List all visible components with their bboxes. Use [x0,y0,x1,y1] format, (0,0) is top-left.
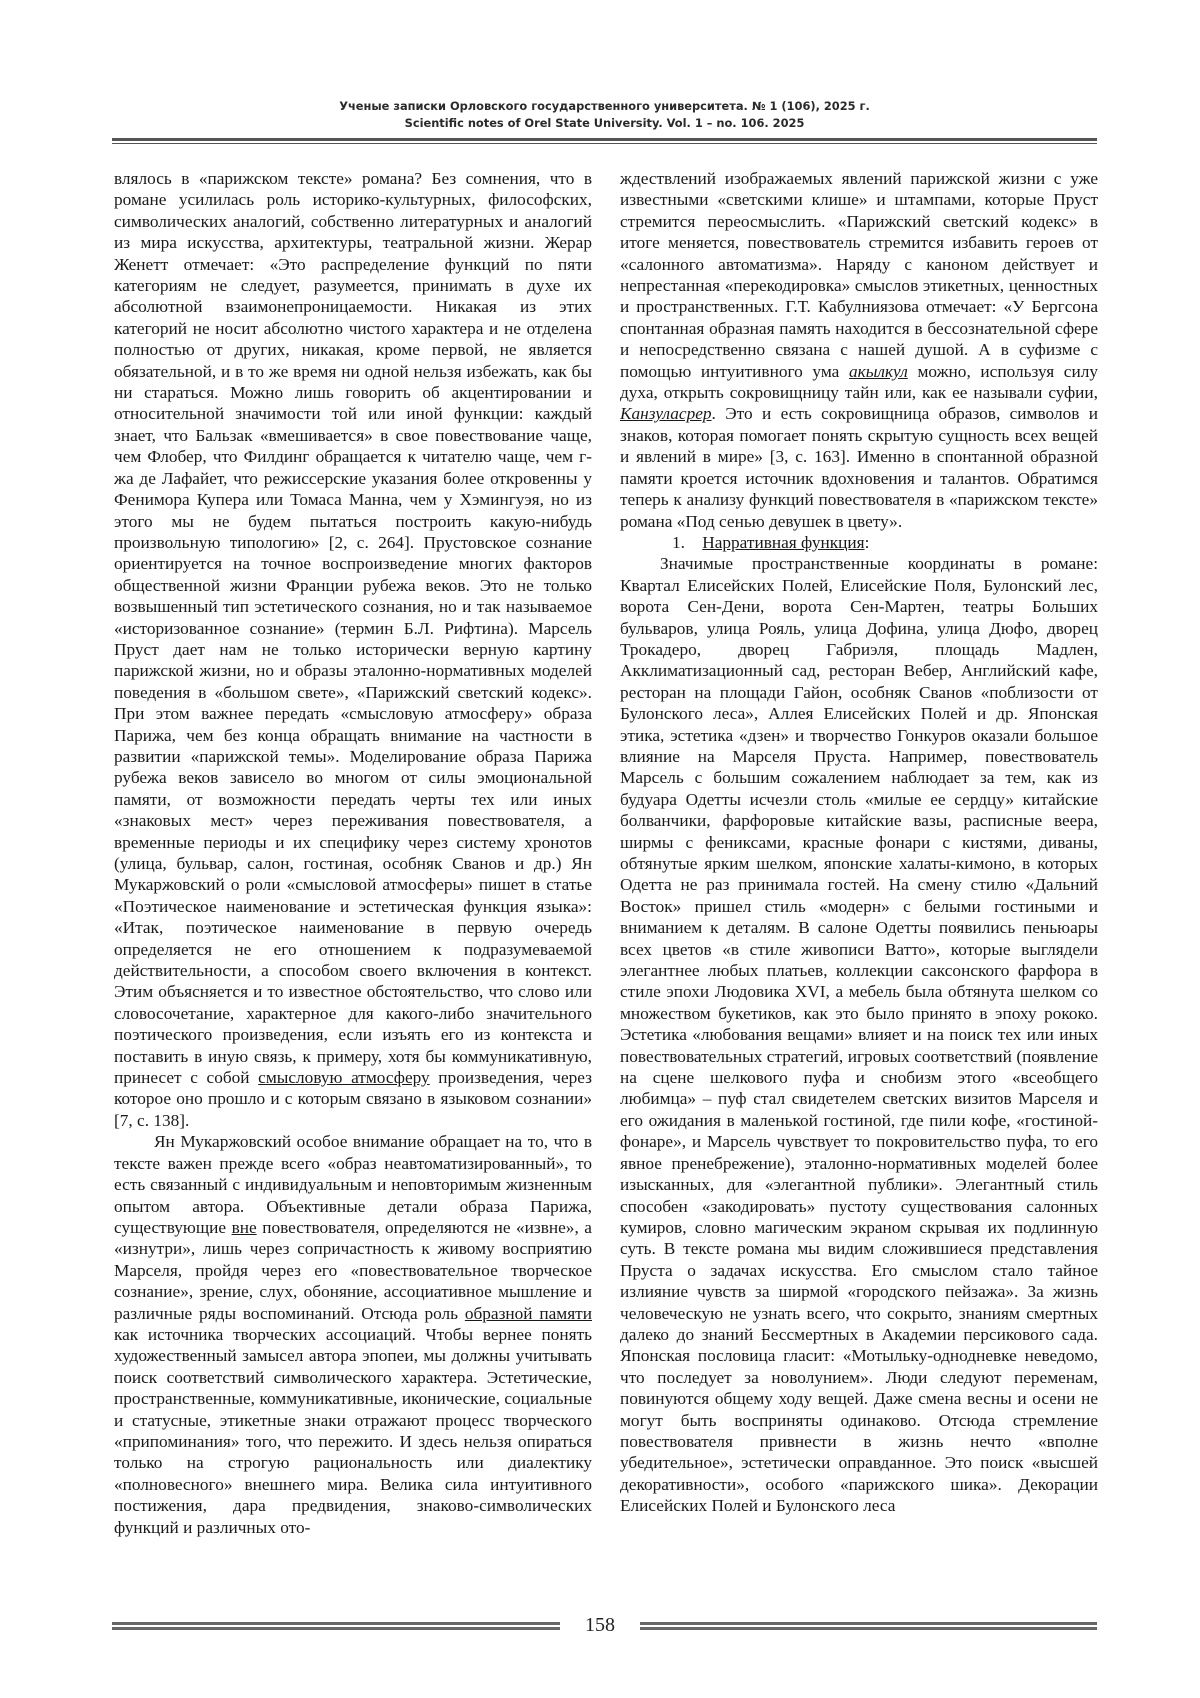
numbered-item-narrative-function: 1. Нарративная функция: [672,532,870,552]
right-paragraph-2: Значимые пространственные координаты в романе: Квартал Елисейских Полей, Елисейские Поля, Булонский лес, ворота Сен-Дени, ворота Сен-Мартен, театры Больших бульваров, улица Рояль, улица Дофина, улица Дюфо, дворец Трокадеро, дворец Габриэля, площадь Мадлен, Акклиматизационный сад, ресторан Вебер, Английский кафе, ресторан на площади Гайон, особняк Сванов «поблизости от Булонского леса», Аллея Елисейских Полей и др. Японская этика, эстетика «дзен» и творчество Гонкуров оказали большое влияние на Марселя Пруста. Например, повествователь Марсель с большим сожалением наблюдает за тем, как из будуара Одетты исчезли столь «милые ее сердцу» китайские болванчики, фарфоровые китайские вазы, расписные веера, ширмы с фениксами, красные фонари с кистями, диваны, обтянутые ярким шелком, японские халаты-кимоно, в которых Одетта не раз принимала гостей. На смену стилю «Дальний Восток» пришел стиль «модерн» с белыми гостиными и вниманием к деталям. В салоне Одетты появились пеньюары всех цветов «в стиле живописи Ватто», которые выглядели элегантнее любых платьев, коллекции саксонского фарфора в стиле эпохи Людовика XVI, а мебель была обтянута шелком со множеством букетиков, как это было принято в эпоху рококо. Эстетика «любования вещами» влияет и на поиск тех или иных повествовательных стратегий, игровых соответствий (появление на сцене шелкового пуфа и снобизм этого «всеобщего любимца» – пуф стал свидетелем светских визитов Марселя и его ожидания в маленькой гостиной, где пили кофе, «гостиной-фонаре», и Марсель чувствует то покровительство пуфа, то его явное пренебрежение), эталонно-нормативных моделей более изысканных, для «элегантной публики». Элегантный стиль способен «закодировать» пустоту существования салонных кумиров, словно магическим экраном скрывая их подлинную суть. В тексте романа мы видим сложившиеся представления Пруста о задачах искусства. Его смыслом стало тайное излияние чувств за ширмой «городского пейзажа». За жизнь человеческую не узнать всего, что сокрыто, знаниям смертных далеко до знаний Бессмертных в Академии персикового сада. Японская пословица гласит: «Мотыльку-однодневке неведомо, что последует за новолунием». Люди следуют переменам, повинуются общему ходу вещей. Даже смена весны и осени не могут быть восприняты одинаково. Отсюда стремление повествователя привнести в жизнь нечто «вполне убедительное», эстетически оправданное. Это поиск «высшей декоративности», особого «парижского шика». Декорации Елисейских Полей и Булонского леса [620,554,1098,1516]
left-paragraph-1: влялось в «парижском тексте» романа? Без сомнения, что в романе усилилась роль историко-культурных, философских, символических аналогий, собственно литературных и аналогий из мира искусства, архитектуры, театральной жизни. Жерар Женетт отмечает: «Это распределение функций по пяти категориям не следует, разумеется, принимать в духе их абсолютной взаимонепроницаемости. Никакая из этих категорий не носит абсолютно чистого характера и не отделена полностью от других, никакая, кроме первой, не является обязательной, и в то же время ни одной нельзя избежать, как бы ни стараться. Можно лишь говорить об акцентировании и относительной значимости той или иной функции: каждый знает, что Бальзак «вмешивается» в свое повествование чаще, чем Флобер, что Филдинг обращается к читателю чаще, чем г-жа де Лафайет, что режиссерские указания более откровенны у Фенимора Купера или Томаса Манна, чем у Хэмингуэя, но из этого мы не будем пытаться построить какую-нибудь произвольную типологию» [2, с. 264]. Прустовское сознание ориентируется на точное воспроизведение многих факторов общественной жизни Франции рубежа веков. Это не только возвышенный тип эстетического сознания, но и так называемое «историзованное сознание» (термин Б.Л. Рифтина). Марсель Пруст дает нам не только исторически верную картину парижской жизни, но и образы эталонно-нормативных моделей поведения в «большом свете», «Парижский светский кодекс». При этом важнее передать «смысловую атмосферу» образа Парижа, чем без конца обращать внимание на частности в развитии «парижской темы». Моделирование образа Парижа рубежа веков зависело во многом от силы эмоциональной памяти, от возможности передать черты тех или иных «знаковых мест» через переживания повествователя, а временные периоды и их специфику через систему хронотов (улица, бульвар, салон, гостиная, особняк Сванов и др.) Ян Мукаржовский о роли «смысловой атмосферы» пишет в статье «Поэтическое наименование и эстетическая функция языка»: «Итак, поэтическое наименование в первую очередь определяется не его отношением к подразумеваемой действительности, а способом своего включения в контекст. Этим объясняется и то известное обстоятельство, что слово или словосочетание, характерное для какого-либо значительного поэтического произведения, если изъять его из контекста и поставить в иную связь, к примеру, хотя бы коммуникативную, принесет с собой смысловую атмосферу произведения, через которое оно прошло и с которым связано в языковом сознании» [7, с. 138]. [114,169,592,1130]
left-paragraph-2: Ян Мукаржовский особое внимание обращает на то, что в тексте важен прежде всего «образ неавтоматизированный», то есть связанный с индивидуальным и неповторимым жизненным опытом автора. Объективные детали образа Парижа, существующие вне повествователя, определяются не «извне», а «изнутри», лишь через сопричастность к живому восприятию Марселя, пройдя через его «повествовательное творческое сознание», зрение, слух, обоняние, ассоциативное мышление и различные ряды воспоминаний. Отсюда роль образной памяти как источника творческих ассоциаций. Чтобы вернее понять художественный замысел автора эпопеи, мы должны учитывать поиск соответствий символического характера. Эстетические, пространственные, коммуникативные, иконические, социальные и статусные, этикетные знаки отражают процесс творческого «припоминания» того, что пережито. И здесь нельзя опираться только на строгую рациональность или диалектику «полновесного» внешнего мира. Велика сила интуитивного постижения, дара предвидения, знаково-символических функций и различных ото- [114,1132,592,1537]
header-line-en: Scientific notes of Orel State University. Vol. 1 – no. 106. 2025 [404,116,805,130]
footer-rule-left [112,1622,560,1632]
journal-header [112,98,1097,132]
right-paragraph-1: ждествлений изображаемых явлений парижской жизни с уже известными «светскими клише» и штампами, которые Пруст стремится переосмыслить. «Парижский светский кодекс» в итоге меняется, повествователь стремится избавить героев от «салонного автоматизма». Наряду с каноном действует и непрестанная «перекодировка» смыслов этикетных, ценностных и пространственных. Г.Т. Кабулниязова отмечает: «У Бергсона спонтанная образная память находится в бессознательной сфере и непосредственно связана с нашей душой. А в суфизме с помощью интуитивного ума акылкул можно, используя силу духа, открыть сокровищницу тайн или, как ее называли суфии, Канзуласрер. Это и есть сокровищница образов, символов и знаков, которая помогает понять скрытую сущность всех вещей и явлений в мире» [3, с. 163]. Именно в спонтанной образной памяти кроется источник вдохновения и талантов. Обратимся теперь к анализу функций повествователя в «парижском тексте» романа «Под сенью девушек в цвету». [620,169,1098,531]
header-line-ru: Ученые записки Орловского государственного университета. № 1 (106), 2025 г. [339,99,870,113]
header-rule [112,138,1097,144]
left-column [114,168,592,1538]
page-number: 158 [585,1614,615,1636]
right-column [620,168,1098,1517]
footer-rule-right [640,1622,1097,1632]
